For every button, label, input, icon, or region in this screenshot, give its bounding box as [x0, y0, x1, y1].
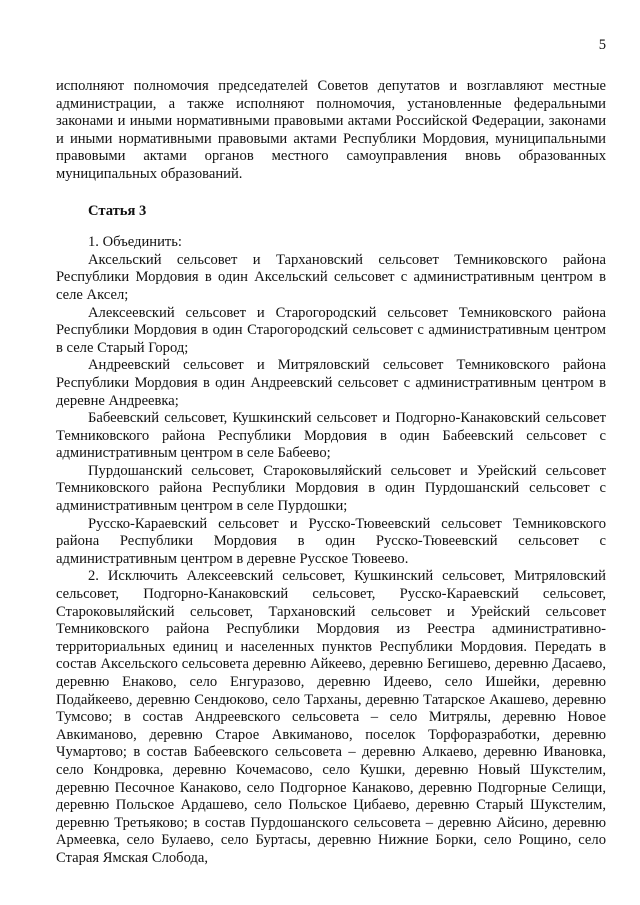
page-number: 5 — [598, 37, 606, 53]
merge-item: Аксельский сельсовет и Тархановский сельсовет Темниковского района Республики Мордовия в один Аксельский сельсовет с административным центром в селе Аксел; — [56, 251, 606, 303]
merge-item: Андреевский сельсовет и Митряловский сельсовет Темниковского района Республики Мордовия в один Андреевский сельсовет с административным центром в деревне Андреевка; — [56, 357, 606, 409]
merge-item: Алексеевский сельсовет и Старогородский сельсовет Темниковского района Республики Мордовия в один Старогородский сельсовет с административным центром в селе Старый Город; — [56, 304, 606, 356]
merge-item: Русско-Караевский сельсовет и Русско-Тювеевский сельсовет Темниковского района Республики Мордовия в один Русско-Тювеевский сельсовет с административным центром в деревне Русское Тювеево. — [56, 515, 606, 567]
item2-paragraph: 2. Исключить Алексеевский сельсовет, Кушкинский сельсовет, Митряловский сельсовет, Подгорно-Канаковский сельсовет, Русско-Караевский сельсовет, Староковыляйский сельсовет, Тархановский сельсовет и Урейский сельсовет Темниковского района Республики Мордовия из Реестра административно-территориальных единиц и населенных пунктов Республики Мордовия. Передать в состав Аксельского сельсовета деревню Айкеево, деревню Бегишево, деревню Дасаево, деревню Енаково, село Енгуразово, деревню Идеево, село Ишейки, деревню Подайкеево, деревню Сендюково, село Тарханы, деревню Татарское Акашево, деревню Тумсово; в состав Андреевского сельсовета – село Митрялы, деревню Новое Авкиманово, деревню Старое Авкиманово, поселок Торфоразработки, деревню Чумартово; в состав Бабеевского сельсовета – деревню Алкаево, деревню Ивановка, село Кондровка, деревню Кочемасово, село Кушки, деревню Новый Шукстелим, деревню Песочное Канаково, село Подгорное Канаково, деревню Подгорные Селищи, деревню Польское Ардашево, село Польское Цибаево, деревню Старый Шукстелим, деревню Третьяково; в состав Пурдошанского сельсовета – деревню Айсино, деревню Армеевка, село Булаево, село Буртасы, деревню Нижние Борки, село Рощино, село Старая Ямская Слобода, — [56, 568, 606, 866]
item1-heading: 1. Объединить: — [88, 234, 182, 251]
article-title: Статья 3 — [88, 202, 147, 219]
merge-item: Бабеевский сельсовет, Кушкинский сельсовет и Подгорно-Канаковский сельсовет Темниковского района Республики Мордовия в один Бабеевский сельсовет с административным центром в селе Бабеево; — [56, 410, 606, 462]
merge-item: Пурдошанский сельсовет, Староковыляйский сельсовет и Урейский сельсовет Темниковского района Республики Мордовия в один Пурдошанский сельсовет с административным центром в селе Пурдошки; — [56, 462, 606, 515]
intro-paragraph: исполняют полномочия председателей Советов депутатов и возглавляют местные администрации, а также исполняют полномочия, установленные федеральными законами и иными нормативными правовыми актами Российской Федерации, законами и иными нормативными правовыми актами Республики Мордовия, муниципальными правовыми актами органов местного самоуправления вновь образованных муниципальных образований. — [56, 78, 606, 182]
